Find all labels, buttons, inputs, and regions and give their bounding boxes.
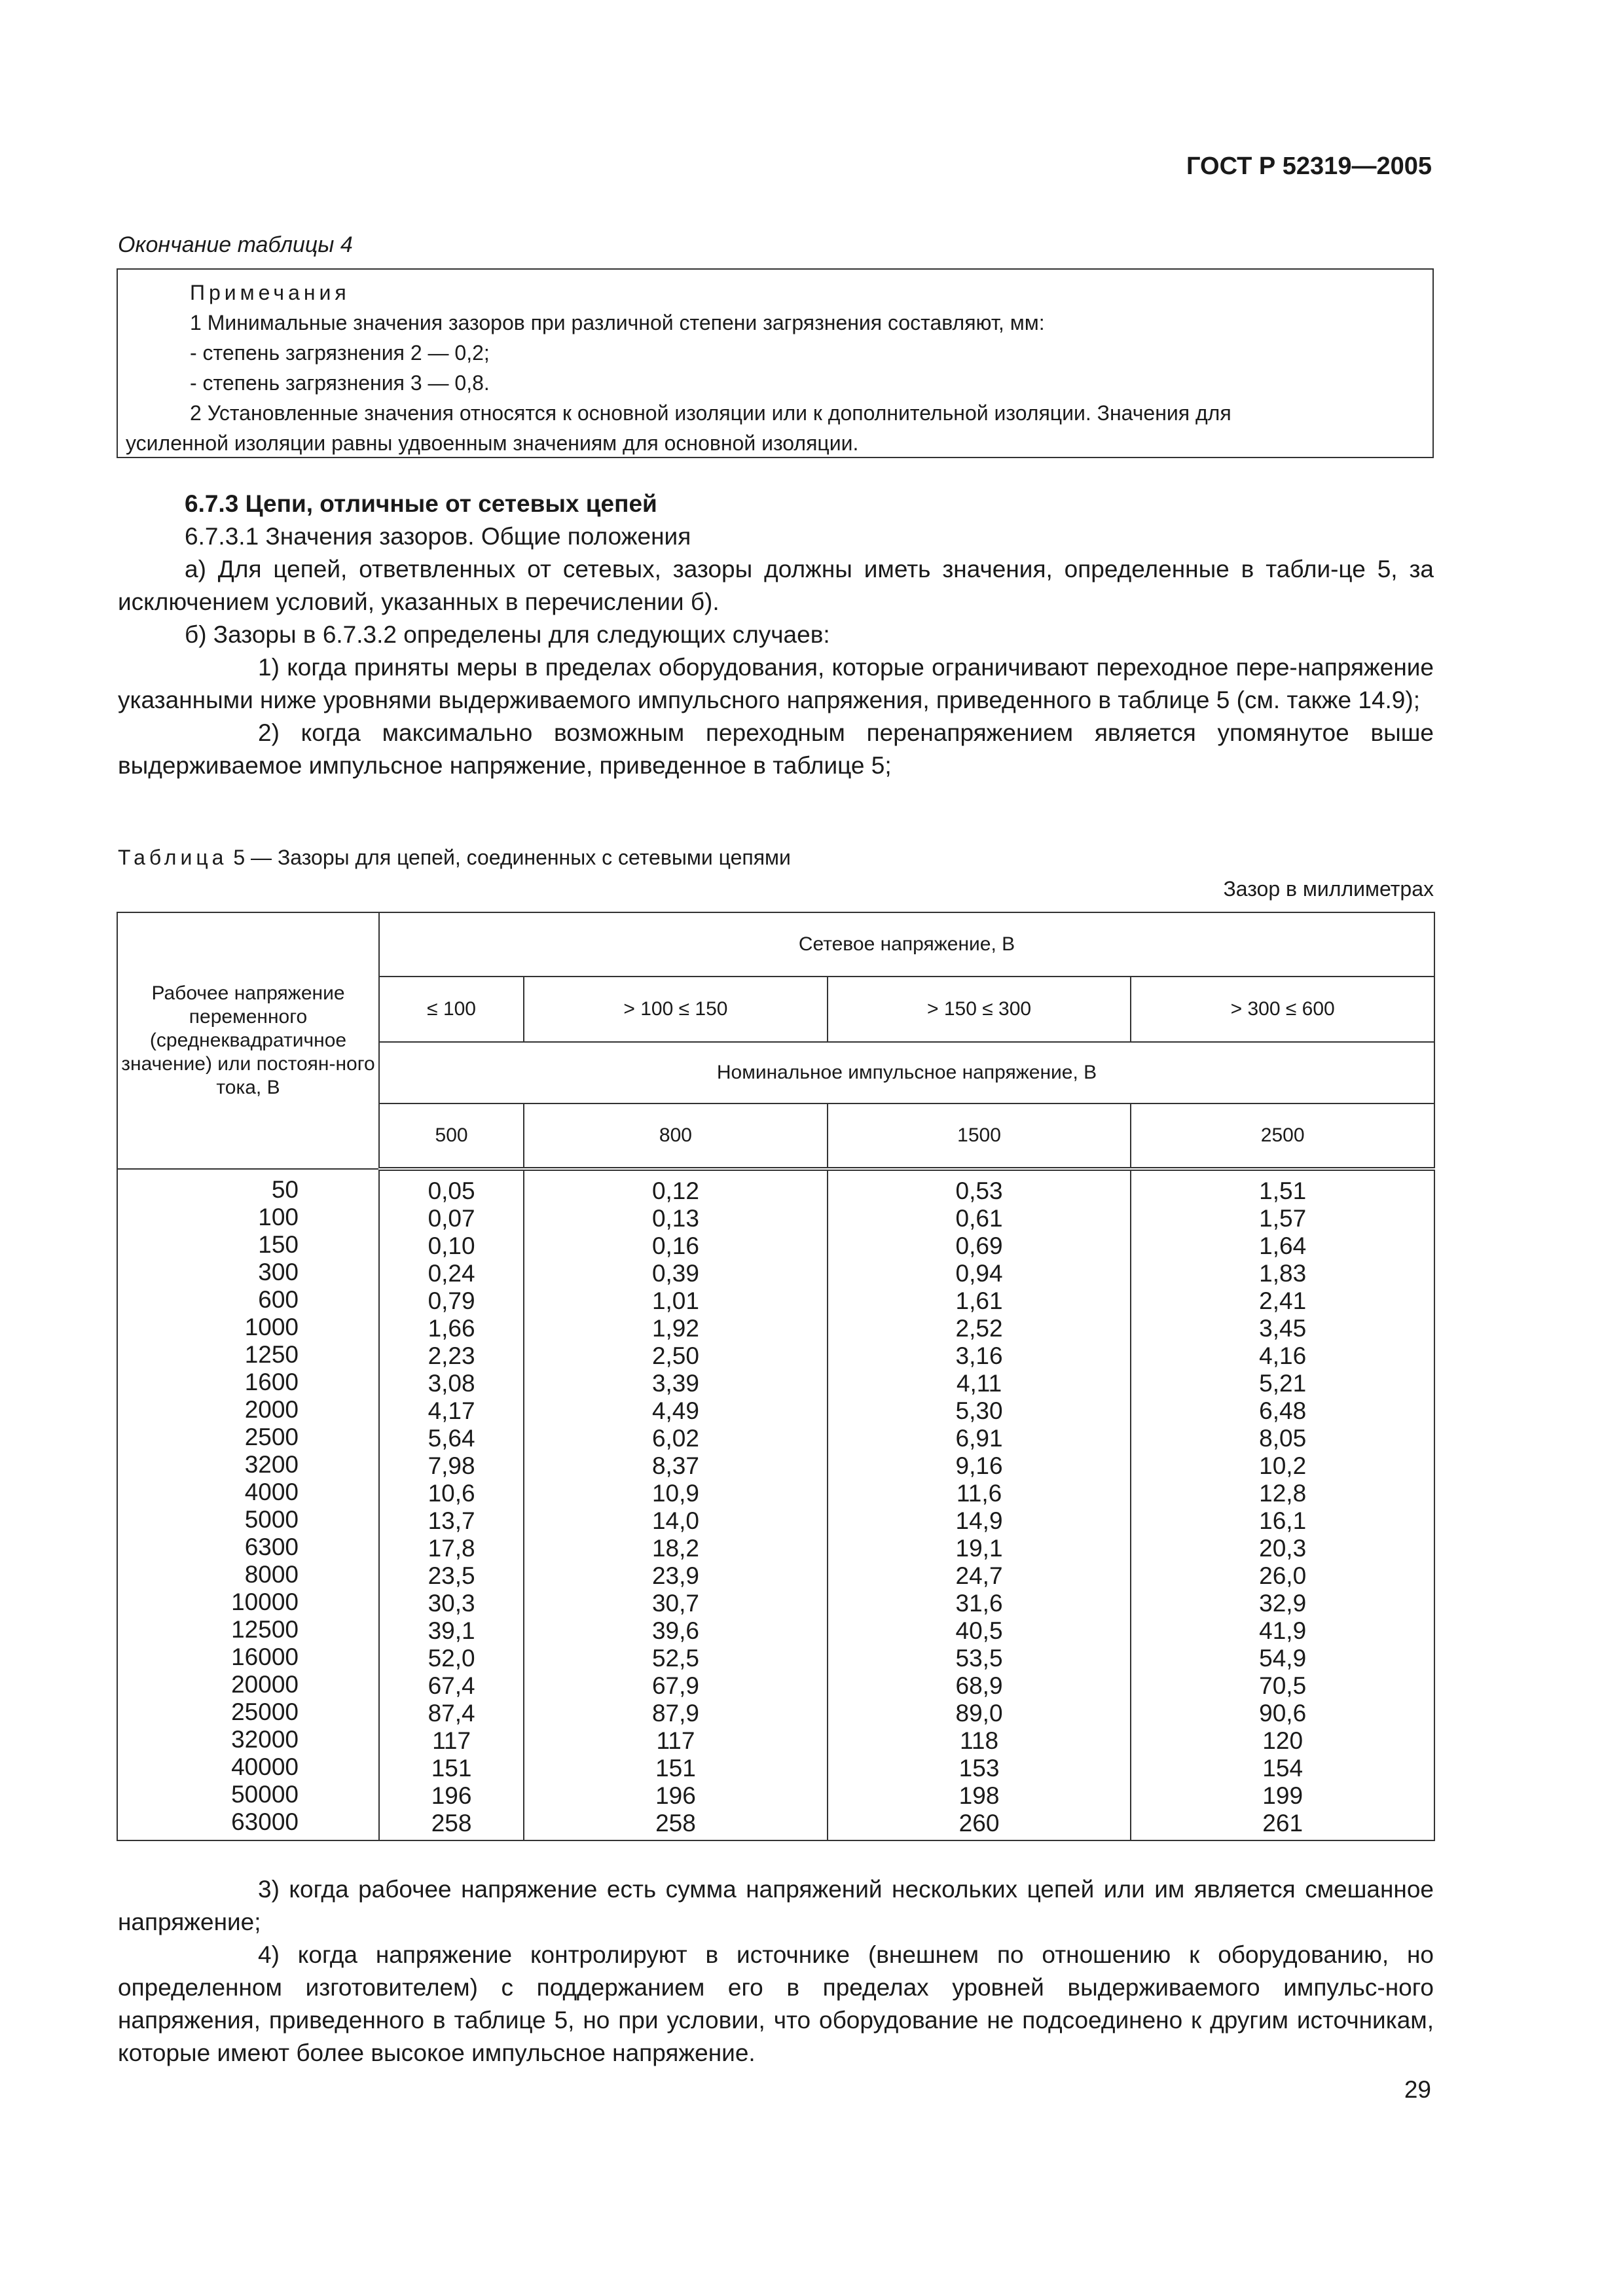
subsection-heading: 6.7.3.1 Значения зазоров. Общие положения xyxy=(185,523,691,550)
working-voltage-value: 8000 xyxy=(244,1561,299,1588)
clearance-value: 2,23 xyxy=(428,1342,475,1369)
clearance-value: 6,91 xyxy=(955,1425,1003,1452)
clearance-value: 117 xyxy=(432,1727,471,1754)
clearance-value: 0,69 xyxy=(955,1232,1003,1259)
clearance-value: 13,7 xyxy=(428,1507,475,1534)
after-table-text xyxy=(118,1873,1434,2070)
note-line: 1 Минимальные значения зазоров при различной степени загрязнения составляют, мм: xyxy=(190,311,1045,334)
clearance-value: 0,12 xyxy=(651,1177,699,1204)
table5-caption-text: 5 — Зазоры для цепей, соединенных с сетевыми цепями xyxy=(233,846,791,869)
clearance-value: 16,1 xyxy=(1259,1507,1307,1534)
working-voltage-value: 5000 xyxy=(244,1506,299,1533)
working-voltage-value: 32000 xyxy=(231,1726,299,1753)
working-voltage-value: 2000 xyxy=(244,1396,299,1423)
table4-notes-box xyxy=(117,268,1434,458)
mains-voltage-header: Сетевое напряжение, В xyxy=(379,912,1434,977)
clearance-value: 67,9 xyxy=(651,1672,699,1699)
clearance-value: 0,07 xyxy=(428,1205,475,1232)
clearance-value: 23,5 xyxy=(428,1562,475,1589)
stub-header-text: Рабочее напряжение переменного (среднеквадратичное значение) или постоян-ного тока, В xyxy=(121,982,375,1098)
working-voltage-value: 63000 xyxy=(231,1808,299,1835)
clearance-value: 39,1 xyxy=(428,1617,475,1644)
clearance-value: 0,94 xyxy=(955,1260,1003,1287)
clearance-value: 9,16 xyxy=(955,1452,1003,1479)
clearance-value: 0,24 xyxy=(428,1260,475,1287)
working-voltage-value: 150 xyxy=(258,1231,299,1258)
clearance-value: 30,3 xyxy=(428,1590,475,1617)
clearance-value: 0,10 xyxy=(428,1232,475,1259)
notes-title: Примечания xyxy=(190,281,350,304)
impulse-voltage-header: Номинальное импульсное напряжение, В xyxy=(379,1042,1434,1103)
clearance-value: 258 xyxy=(431,1810,472,1837)
mains-range-header: > 150 ≤ 300 xyxy=(828,977,1131,1042)
working-voltage-value: 12500 xyxy=(231,1616,299,1643)
clearance-value: 1,64 xyxy=(1259,1232,1307,1259)
clearance-value: 17,8 xyxy=(428,1535,475,1562)
working-voltage-value: 1250 xyxy=(244,1341,299,1368)
clearance-value: 8,05 xyxy=(1259,1425,1307,1452)
table5-caption xyxy=(118,846,791,870)
clearance-value: 90,6 xyxy=(1259,1700,1307,1727)
working-voltage-value: 100 xyxy=(258,1204,299,1230)
clearance-value: 54,9 xyxy=(1259,1645,1307,1672)
clearance-value: 10,2 xyxy=(1259,1452,1307,1479)
case-3: 3) когда рабочее напряжение есть сумма напряжений нескольких цепей или им является смешанное напряжение; xyxy=(118,1876,1434,1935)
clearance-value: 14,0 xyxy=(651,1507,699,1534)
clearance-value: 87,4 xyxy=(428,1700,475,1727)
clearance-value: 3,39 xyxy=(651,1370,699,1397)
clearance-value: 0,05 xyxy=(428,1177,475,1204)
clearance-value: 26,0 xyxy=(1259,1562,1307,1589)
clearance-value: 5,64 xyxy=(428,1425,475,1452)
clearance-value: 0,13 xyxy=(651,1205,699,1232)
clearance-value: 2,50 xyxy=(651,1342,699,1369)
working-voltage-value: 10000 xyxy=(231,1588,299,1615)
note-line: - степень загрязнения 3 — 0,8. xyxy=(190,371,490,395)
clearance-value: 5,30 xyxy=(955,1397,1003,1424)
clearance-value: 10,6 xyxy=(428,1480,475,1507)
impulse-value: 2500 xyxy=(1131,1103,1434,1169)
clearance-value: 40,5 xyxy=(955,1617,1003,1644)
working-voltage-value: 50000 xyxy=(231,1781,299,1808)
working-voltage-value: 20000 xyxy=(231,1671,299,1698)
stub-header xyxy=(117,912,379,1169)
clearance-value: 3,16 xyxy=(955,1342,1003,1369)
clearance-value: 24,7 xyxy=(955,1562,1003,1589)
clearance-value: 41,9 xyxy=(1259,1617,1307,1644)
clearance-value: 0,53 xyxy=(955,1177,1003,1204)
clearance-column-800 xyxy=(524,1169,828,1840)
clearance-value: 67,4 xyxy=(428,1672,475,1699)
clearance-value: 6,48 xyxy=(1259,1397,1307,1424)
mains-range-header: ≤ 100 xyxy=(379,977,524,1042)
clearance-value: 120 xyxy=(1262,1727,1304,1754)
clearance-value: 14,9 xyxy=(955,1507,1003,1534)
item-a: а) Для цепей, ответвленных от сетевых, зазоры должны иметь значения, определенные в табли-це 5, за исключением условий, указанных в перечислении б). xyxy=(118,556,1434,615)
working-voltage-value: 3200 xyxy=(244,1451,299,1478)
clearance-value: 1,92 xyxy=(651,1315,699,1342)
clearance-value: 52,0 xyxy=(428,1645,475,1672)
mains-range-header: > 100 ≤ 150 xyxy=(524,977,828,1042)
clearance-value: 5,21 xyxy=(1259,1370,1307,1397)
clearance-value: 7,98 xyxy=(428,1452,475,1479)
working-voltage-value: 6300 xyxy=(244,1534,299,1560)
note-line: усиленной изоляции равны удвоенным значениям для основной изоляции. xyxy=(126,431,859,455)
clearance-value: 3,45 xyxy=(1259,1315,1307,1342)
clearance-value: 53,5 xyxy=(955,1645,1003,1672)
clearance-column-1500 xyxy=(828,1169,1131,1840)
page-number: 29 xyxy=(1404,2076,1431,2103)
case-1: 1) когда приняты меры в пределах оборудования, которые ограничивают переходное пере-напряжение указанными ниже уровнями выдерживаемого импульсного напряжения, приведенного в таблице 5 (см. также 14.9); xyxy=(118,654,1434,713)
working-voltage-value: 300 xyxy=(258,1259,299,1285)
clearance-value: 1,01 xyxy=(651,1287,699,1314)
clearance-value: 4,16 xyxy=(1259,1342,1307,1369)
clearance-value: 0,79 xyxy=(428,1287,475,1314)
clearance-value: 18,2 xyxy=(651,1535,699,1562)
working-voltage-column xyxy=(117,1169,379,1840)
clearance-value: 89,0 xyxy=(955,1700,1003,1727)
clearance-value: 11,6 xyxy=(956,1480,1002,1507)
clearance-value: 198 xyxy=(958,1782,1000,1809)
clearance-value: 154 xyxy=(1262,1755,1304,1782)
clearance-value: 196 xyxy=(655,1782,696,1809)
clearance-value: 1,66 xyxy=(428,1315,475,1342)
clearance-value: 151 xyxy=(655,1755,696,1782)
case-2: 2) когда максимально возможным переходным перенапряжением является упомянутое выше выдерживаемое импульсное напряжение, приведенное в таблице 5; xyxy=(118,719,1434,779)
clearance-value: 4,17 xyxy=(428,1397,475,1424)
clearance-value: 4,11 xyxy=(956,1370,1002,1397)
clearance-value: 117 xyxy=(656,1727,695,1754)
working-voltage-value: 16000 xyxy=(231,1643,299,1670)
standard-header: ГОСТ Р 52319—2005 xyxy=(1186,152,1432,180)
clearance-value: 258 xyxy=(655,1810,696,1837)
clearance-value: 12,8 xyxy=(1259,1480,1307,1507)
case-4: 4) когда напряжение контролируют в источнике (внешнем по отношению к оборудованию, но определенном изготовителем) с поддержанием его в пределах уровней выдерживаемого импульс-ного напряжения, приведенного в таблице 5, но при условии, что оборудование не подсоединено к другим источникам, которые имеют более высокое импульсное напряжение. xyxy=(118,1941,1434,2066)
clearance-value: 1,51 xyxy=(1259,1177,1307,1204)
working-voltage-value: 1600 xyxy=(244,1369,299,1395)
impulse-value: 1500 xyxy=(828,1103,1131,1169)
clearance-value: 4,49 xyxy=(651,1397,699,1424)
clearance-value: 2,52 xyxy=(955,1315,1003,1342)
working-voltage-value: 600 xyxy=(258,1286,299,1313)
impulse-value: 800 xyxy=(524,1103,828,1169)
clearance-column-2500 xyxy=(1131,1169,1434,1840)
clearance-value: 3,08 xyxy=(428,1370,475,1397)
clearance-value: 8,37 xyxy=(651,1452,699,1479)
clearance-value: 10,9 xyxy=(651,1480,699,1507)
working-voltage-value: 50 xyxy=(271,1176,299,1203)
clearance-value: 39,6 xyxy=(651,1617,699,1644)
clearance-value: 0,61 xyxy=(955,1205,1003,1232)
clearance-value: 261 xyxy=(1262,1810,1304,1837)
clearance-value: 1,61 xyxy=(955,1287,1003,1314)
impulse-value: 500 xyxy=(379,1103,524,1169)
clearance-value: 0,39 xyxy=(651,1260,699,1287)
clearance-value: 68,9 xyxy=(955,1672,1003,1699)
clearance-value: 260 xyxy=(958,1810,1000,1837)
clearance-value: 118 xyxy=(960,1727,999,1754)
working-voltage-value: 40000 xyxy=(231,1753,299,1780)
clearance-value: 6,02 xyxy=(651,1425,699,1452)
note-line: - степень загрязнения 2 — 0,2; xyxy=(190,341,490,365)
section-text xyxy=(118,488,1434,782)
mains-range-header: > 300 ≤ 600 xyxy=(1131,977,1434,1042)
clearance-value: 52,5 xyxy=(651,1645,699,1672)
section-heading: 6.7.3 Цепи, отличные от сетевых цепей xyxy=(185,490,657,517)
clearance-value: 32,9 xyxy=(1259,1590,1307,1617)
clearance-value: 2,41 xyxy=(1259,1287,1307,1314)
table5 xyxy=(117,912,1435,1841)
table4-continuation-caption: Окончание таблицы 4 xyxy=(118,232,353,257)
clearance-value: 19,1 xyxy=(955,1535,1003,1562)
table5-unit-note: Зазор в миллиметрах xyxy=(1223,877,1434,901)
clearance-value: 20,3 xyxy=(1259,1535,1307,1562)
clearance-value: 0,16 xyxy=(651,1232,699,1259)
clearance-column-500 xyxy=(379,1169,524,1840)
clearance-value: 153 xyxy=(958,1755,1000,1782)
working-voltage-value: 4000 xyxy=(244,1479,299,1505)
clearance-value: 70,5 xyxy=(1259,1672,1307,1699)
working-voltage-value: 25000 xyxy=(231,1698,299,1725)
table5-caption-label: Таблица xyxy=(118,846,228,869)
clearance-value: 31,6 xyxy=(955,1590,1003,1617)
clearance-value: 23,9 xyxy=(651,1562,699,1589)
item-b: б) Зазоры в 6.7.3.2 определены для следующих случаев: xyxy=(185,621,830,648)
clearance-value: 196 xyxy=(431,1782,472,1809)
clearance-value: 1,83 xyxy=(1259,1260,1307,1287)
clearance-value: 199 xyxy=(1262,1782,1304,1809)
working-voltage-value: 1000 xyxy=(244,1314,299,1340)
clearance-value: 1,57 xyxy=(1259,1205,1307,1232)
clearance-value: 87,9 xyxy=(651,1700,699,1727)
note-line: 2 Установленные значения относятся к основной изоляции или к дополнительной изоляции. Значения для xyxy=(190,401,1231,425)
working-voltage-value: 2500 xyxy=(244,1424,299,1450)
clearance-value: 30,7 xyxy=(651,1590,699,1617)
clearance-value: 151 xyxy=(431,1755,472,1782)
